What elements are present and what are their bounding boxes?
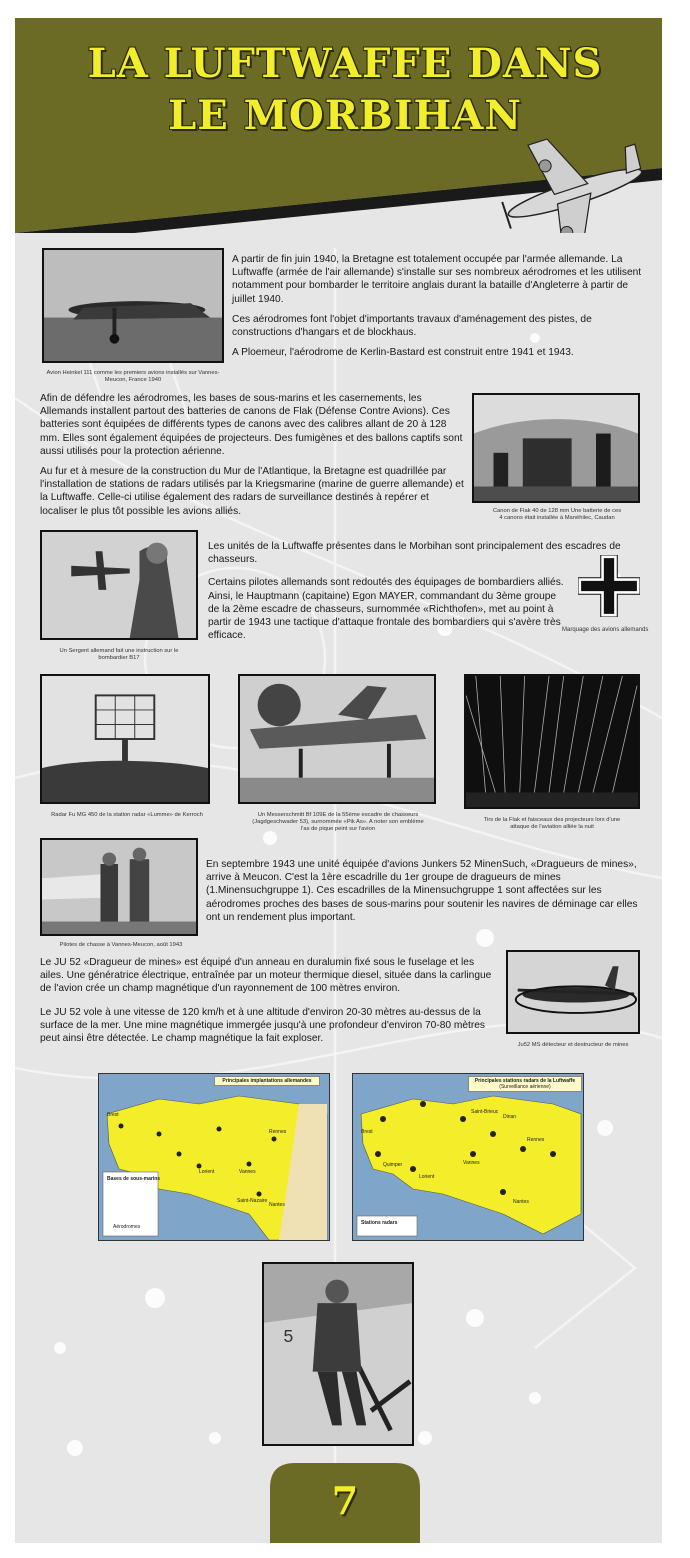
map-right-title-text: Principales stations radars de la Luftwaffe (474, 1078, 576, 1084)
section2-p2: Au fur et à mesure de la construction du Mur de l'Atlantique, la Bretagne est quadrillée par l'installation de stations de radars utilisés par la Kriegsmarine (marine de guerre allemande) et la Luftwaffe. Celle-ci utilise également des radars de surveillance destinés à repérer et localiser le plus tôt possible les avions alliés. (40, 466, 464, 517)
map-right-legend-1: Stations radars (361, 1220, 398, 1226)
title-line-2: LE MORBIHAN (168, 92, 522, 139)
page-number: 7 (331, 1478, 359, 1523)
section2-text (40, 392, 464, 525)
flak-caption: Canon de Flak 40 de 128 mm Une batterie de ces 4 canons était installée à Manéhilec, Caudan (492, 508, 622, 521)
map-left-legend-1: Bases de sous-marins (107, 1176, 161, 1182)
map-german-installations (98, 1073, 330, 1241)
map-right-place-6: Nantes (513, 1199, 529, 1205)
map-right-place-2: Quimper (383, 1162, 403, 1168)
flak-photo (472, 393, 640, 503)
heinkel-caption: Avion Heinkel 111 comme les premiers avions installés sur Vannes-Meucon, France 1940 (46, 370, 220, 383)
ju52-caption: Ju52 MS détecteur et destructeur de mines (517, 1042, 629, 1048)
section3-p1: Les unités de la Luftwaffe présentes dans le Morbihan sont principalement des escadres de chasseurs. (208, 541, 621, 566)
ju52-photo (506, 950, 640, 1034)
map-right-title (468, 1076, 582, 1092)
map-left-title: Principales implantations allemandes (214, 1076, 320, 1086)
section5-p1: Le JU 52 «Dragueur de mines» est équipé d'un anneau en duralumin fixé sous le fuselage et les ailes. Une génératrice électrique, entraînée par un moteur thermique diesel, située dans la carlingue de l'avion crée un champ magnétique d'un rayonnement de 100 mètres environ. (40, 957, 492, 995)
map-left-place-6: Saint-Nazaire (237, 1198, 268, 1204)
section4-p1: En septembre 1943 une unité équipée d'avions Junkers 52 MinenSuch, «Dragueurs de mines», arrive à Meucon. C'est la 1ère escadrille du 1er groupe de dragueurs de mines (1.Minensuchgruppe 1). Ces escadrilles de la Minensuchgruppe 1 sont affectées sur les aérodromes proches des bases de sous-marins pour soutenir les navires de déminage car elles ont un rendement plus important. (206, 859, 638, 923)
flak-night-photo (464, 674, 640, 809)
map-right-place-3: Lorient (419, 1174, 435, 1180)
section2-p1: Afin de défendre les aérodromes, les bases de sous-marins et les casernements, les Allemands installent partout des batteries de canons de Flak (Défense Contre Avions). Ces batteries sont équipées de différents types de canons avec des calibres allant de 20 à 128 mm. Elles sont également équipées de projecteurs. Des fumigènes et des ballons captifs sont aussi utilisés pour la protection aérienne. (40, 393, 463, 457)
heinkel-photo (42, 248, 224, 363)
messerschmitt-photo (238, 674, 436, 804)
section3-text (208, 540, 640, 649)
map-right-subtitle: (Surveillance aérienne) (499, 1084, 551, 1090)
balkenkreuz-icon (578, 555, 640, 617)
sergeant-photo (40, 530, 198, 640)
messerschmitt-caption: Un Messerschmitt Bf 109E de la 55ème escadre de chasseurs (Jagdgeschwader 53), surnommée «Pik As». A noter son emblème l'as de pique peint sur l'avion (252, 812, 424, 832)
map-right-place-8: Dinan (503, 1114, 517, 1120)
title-line-1: LA LUFTWAFFE DANS (87, 40, 603, 87)
section5-text (40, 956, 500, 1052)
map-right-place-1: Brest (361, 1129, 373, 1135)
map-right-place-4: Vannes (463, 1160, 480, 1166)
pilot-portrait-photo (262, 1262, 414, 1446)
map-radar-stations (352, 1073, 584, 1241)
map-left-place-2: Lorient (199, 1169, 215, 1175)
map-right-place-5: Rennes (527, 1137, 545, 1143)
radar-caption: Radar Fu MG 450 de la station radar «Lumme» de Kerroch (51, 812, 203, 818)
map-left-place-4: Rennes (269, 1129, 287, 1135)
section5-p2: Le JU 52 vole à une vitesse de 120 km/h et à une altitude d'environ 20-30 mètres au-dessus de la surface de la mer. Une mine magnétique immergée jusqu'à une profondeur d'environ 70-80 mètres peut ainsi être détectée. Le champ magnétique la fait exploser. (40, 1006, 486, 1045)
pilots-caption: Pilotes de chasse à Vannes-Meucon, août 1943 (59, 942, 183, 948)
page-title (0, 38, 690, 142)
radar-photo (40, 674, 210, 804)
map-left-place-5: Nantes (269, 1202, 285, 1208)
map-left-legend-2: Aérodromes (113, 1224, 141, 1230)
section3-p2: Certains pilotes allemands sont redoutés des équipages de bombardiers alliés. Ainsi, le Hauptmann (capitaine) Egon MAYER, commandant du 3ème groupe de la 2ème escadre de chasseurs, surnommée «Richthofen», met au point à partir de 1943 une tactique d'attaque frontale des bombardiers qui s'avère très efficace. (208, 577, 564, 642)
section1-text (232, 253, 642, 366)
map-right-place-7: Saint-Brieuc (471, 1109, 499, 1115)
svg-text:5: 5 (283, 1326, 294, 1347)
section1-p1: A partir de fin juin 1940, la Bretagne est totalement occupée par l'armée allemande. La Luftwaffe (armée de l'air allemande) s'installe sur ses nombreux aérodromes et les utilisent notamment pour bombarder le territoire anglais durant la bataille d'Angleterre à partir de juillet 1940. (232, 254, 642, 305)
map-left-place-1: Brest (107, 1112, 119, 1118)
section4-text (206, 858, 642, 931)
section1-p2: Ces aérodromes font l'objet d'importants travaux d'aménagement des pistes, de constructions d'hangars et de blockhaus. (232, 313, 592, 339)
sergeant-caption: Un Sergent allemand fait une instruction sur le bombardier B17 (59, 648, 179, 661)
flak-night-caption: Tirs de la Flak et faisceaux des projecteurs lors d'une attaque de l'aviation alliée la nuit (483, 817, 621, 830)
map-left-place-3: Vannes (239, 1169, 256, 1175)
cross-caption: Marquage des avions allemands (562, 627, 649, 633)
pilots-photo (40, 838, 198, 936)
section1-p3: A Ploemeur, l'aérodrome de Kerlin-Bastard est construit entre 1941 et 1943. (232, 347, 574, 359)
